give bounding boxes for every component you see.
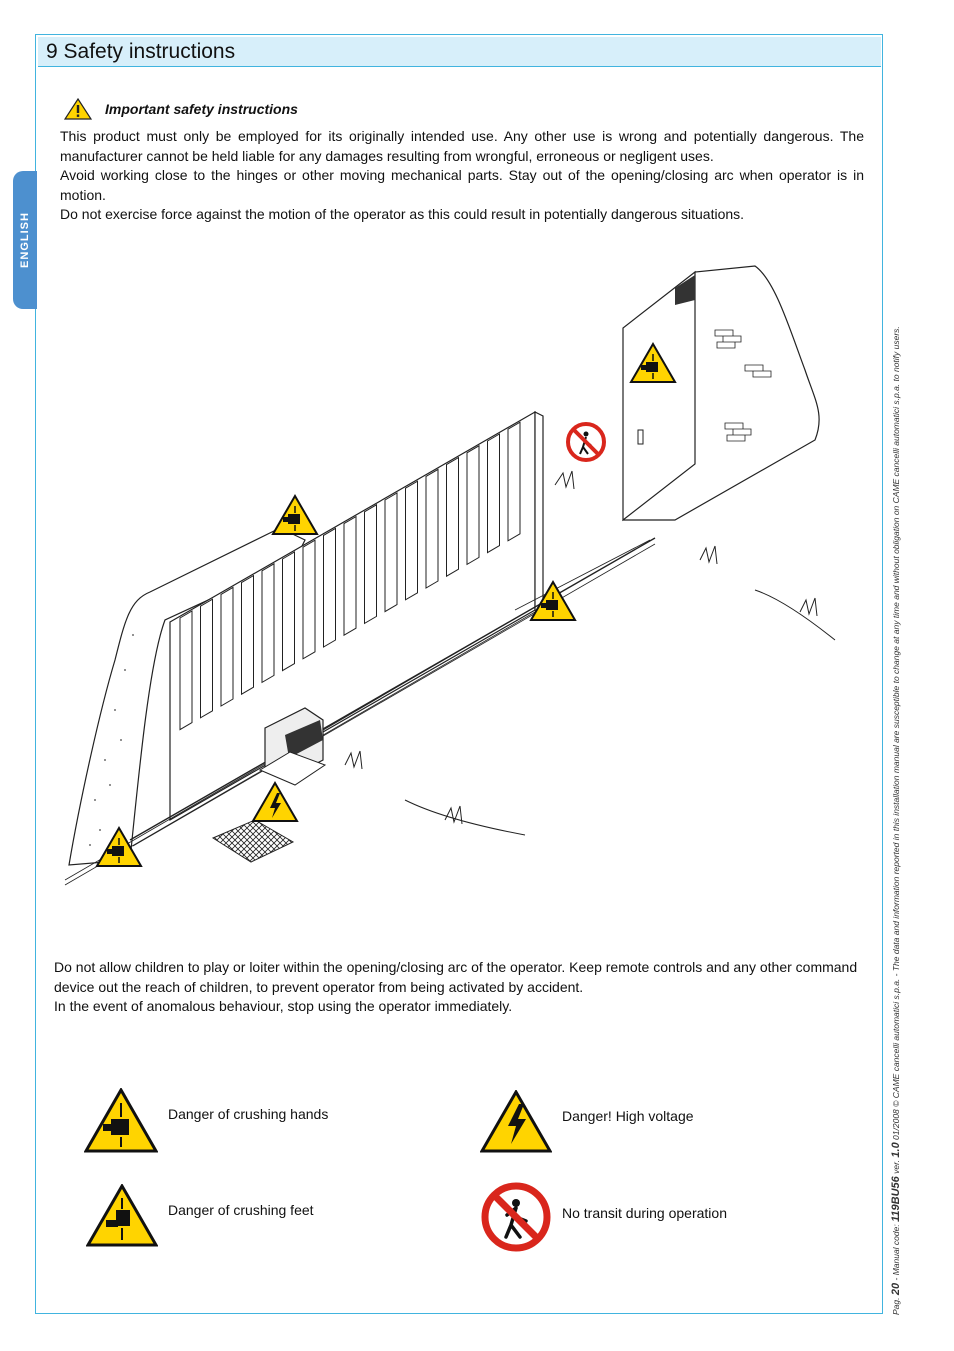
manual-prefix: - Manual code: xyxy=(891,1224,901,1281)
page-title: 9 Safety instructions xyxy=(46,40,236,63)
no-transit-sign-icon xyxy=(568,424,604,460)
gate-bar xyxy=(221,587,233,706)
warnings-paragraph: Do not allow children to play or loiter within the opening/closing arc of the operator. Keep remote controls and any other command device out the reach of children, to prevent operator from being activated by accident. xyxy=(54,959,858,995)
gate-bar xyxy=(406,481,418,600)
gate-bar xyxy=(324,528,336,647)
gate-bar xyxy=(508,422,520,541)
gate-bar xyxy=(262,564,274,683)
intro-text xyxy=(60,127,864,225)
ground-mat xyxy=(213,820,293,862)
gate-bar xyxy=(467,446,479,565)
legend-crushing-hands xyxy=(84,1088,328,1154)
intro-paragraph: This product must only be employed for its originally intended use. Any other use is wrong and potentially dangerous. The manufacturer cannot be held liable for any damages resulting from wrongful, erroneous or negligent uses. xyxy=(60,128,864,164)
warning-triangle-icon xyxy=(64,98,92,120)
legend-label: No transit during operation xyxy=(562,1205,727,1221)
gate-bar xyxy=(447,458,459,577)
high-voltage-sign-icon xyxy=(480,1090,552,1154)
crushing-hands-sign-icon xyxy=(84,1088,158,1154)
legend-high-voltage xyxy=(480,1090,694,1154)
high-voltage-sign-icon xyxy=(253,783,297,821)
legend-no-transit xyxy=(480,1181,727,1253)
subheading xyxy=(64,98,298,120)
manual-code: 119BU56 xyxy=(890,1176,902,1222)
gate-bar xyxy=(180,611,192,730)
crushing-feet-sign-icon xyxy=(86,1184,158,1248)
copyright: 01/2008 © CAME cancelli automatici s.p.a. - The data and information reported in this installation manual are susceptible to change at any time and without obligation on CAME cancelli automatici s.p.a. to notify users. xyxy=(891,326,901,1140)
legend-label: Danger of crushing hands xyxy=(168,1106,329,1122)
page-prefix: Pag. xyxy=(891,1297,901,1315)
gate-bar xyxy=(344,517,356,636)
legend-label: Danger of crushing feet xyxy=(168,1202,314,1218)
gate-bar xyxy=(426,469,438,588)
legend-crushing-feet xyxy=(86,1184,314,1248)
version-prefix: ver. xyxy=(891,1159,901,1174)
gate-bar xyxy=(488,434,500,553)
language-tab[interactable] xyxy=(13,171,37,309)
warnings-paragraph: In the event of anomalous behaviour, stop using the operator immediately. xyxy=(54,998,513,1014)
page-number: 20 xyxy=(890,1282,902,1296)
gate-bar xyxy=(365,505,377,624)
footer-note xyxy=(888,235,904,1315)
subheading-text: Important safety instructions xyxy=(105,101,298,117)
title-bar xyxy=(38,37,881,67)
gate-bar xyxy=(201,599,213,718)
intro-paragraph: Do not exercise force against the motion of the operator as this could result in potentially dangerous situations. xyxy=(60,206,745,222)
version: 1.0 xyxy=(890,1142,902,1158)
gate-bar xyxy=(385,493,397,612)
legend-label: Danger! High voltage xyxy=(562,1108,694,1124)
gate-bar xyxy=(242,576,254,695)
warnings-text xyxy=(54,958,864,1017)
intro-paragraph: Avoid working close to the hinges or other moving mechanical parts. Stay out of the opening/closing arc when operator is in motion. xyxy=(60,167,864,203)
gate-bar xyxy=(303,540,315,659)
crushing-hands-sign-icon xyxy=(273,496,317,534)
language-tab-label: ENGLISH xyxy=(19,212,31,268)
sliding-gate-illustration xyxy=(55,240,855,900)
right-pillar xyxy=(623,266,819,520)
no-transit-sign-icon xyxy=(480,1181,552,1253)
gate-bar xyxy=(283,552,295,671)
